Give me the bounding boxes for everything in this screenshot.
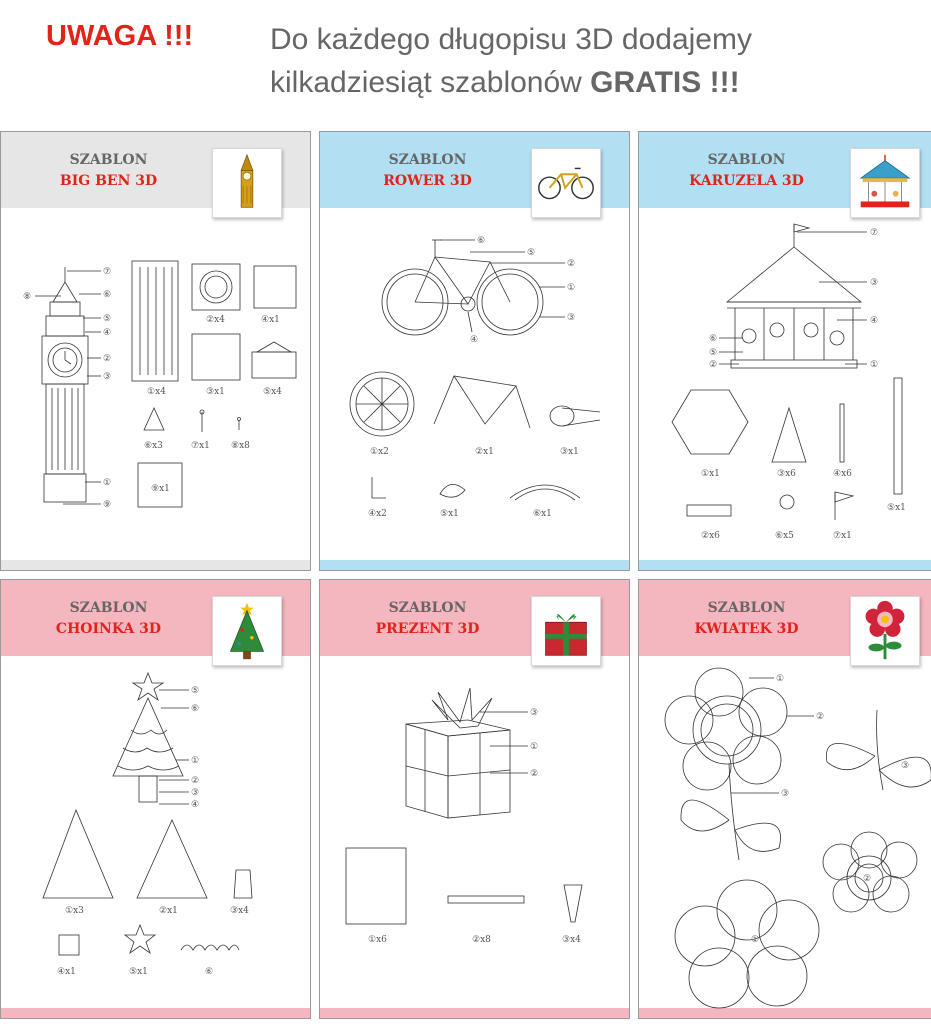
part-label: ⑥ (205, 967, 214, 977)
part-label: ③x4 (230, 906, 249, 916)
part-label: ③x1 (560, 447, 579, 457)
part-label: ①x6 (368, 935, 387, 945)
gratis-text: GRATIS (590, 66, 702, 99)
callout-carousel-2: ② (709, 360, 718, 370)
callout-gift-1: ① (530, 742, 539, 752)
part-label: ②x8 (472, 935, 491, 945)
part-label: ⑤x4 (263, 387, 282, 397)
part-label: ⑨x1 (151, 484, 170, 494)
part-label: ⑦x1 (191, 441, 210, 451)
part-label: ⑧x8 (231, 441, 250, 451)
part-label: ①x2 (370, 447, 389, 457)
callout-tree-5: ⑤ (191, 686, 200, 696)
card-title: SZABLON BIG BEN 3D (59, 152, 158, 189)
callout-flower-2: ② (816, 712, 825, 722)
warning-text: UWAGA !!! (46, 20, 194, 52)
part-label: ③x4 (562, 935, 581, 945)
bicycle-template-art (320, 132, 630, 571)
callout-big-ben-7: ⑦ (103, 267, 112, 277)
flower-template-art (639, 580, 931, 1019)
part-label: ①x3 (65, 906, 84, 916)
part-label: ④x1 (261, 315, 280, 325)
part-label: ② (863, 874, 872, 884)
card-title: SZABLON ROWER 3D (383, 152, 472, 189)
part-label: ②x1 (159, 906, 178, 916)
promo-line-1: Do każdego długopisu 3D dodajemy (270, 23, 752, 56)
template-card-bicycle (319, 131, 630, 571)
part-label: ⑤x1 (887, 503, 906, 513)
callout-carousel-1: ① (870, 360, 879, 370)
template-card-carousel (638, 131, 931, 571)
callout-bicycle-1: ① (567, 283, 576, 293)
callout-big-ben-8: ⑧ (23, 292, 32, 302)
callout-tree-4: ④ (191, 800, 200, 810)
promo-line-2: kilkadziesiąt szablonów GRATIS !!! (270, 66, 740, 99)
part-label: ⑥x5 (775, 531, 794, 541)
callout-tree-1: ① (191, 756, 200, 766)
gift-template-art (320, 580, 630, 1019)
part-label: ②x6 (701, 531, 720, 541)
callout-big-ben-9: ⑨ (103, 500, 112, 510)
callout-big-ben-6: ⑥ (103, 290, 112, 300)
part-label: ⑤x1 (129, 967, 148, 977)
template-card-big-ben (0, 131, 311, 571)
card-title: SZABLON CHOINKA 3D (55, 600, 162, 637)
callout-carousel-6: ⑥ (709, 334, 718, 344)
callout-carousel-7: ⑦ (870, 228, 879, 238)
callout-big-ben-3: ③ (103, 372, 112, 382)
part-label: ②x4 (206, 315, 225, 325)
card-title: SZABLON KARUZELA 3D (689, 152, 804, 189)
part-label: ⑥x3 (144, 441, 163, 451)
callout-big-ben-4: ④ (103, 328, 112, 338)
callout-flower-1: ① (776, 674, 785, 684)
card-title: SZABLON KWIATEK 3D (694, 600, 799, 637)
christmas-tree-template-art (1, 580, 311, 1019)
callout-gift-2: ② (530, 769, 539, 779)
part-label: ⑥x1 (533, 509, 552, 519)
callout-flower-3b: ③ (901, 761, 910, 771)
carousel-template-art (639, 132, 931, 571)
callout-tree-6: ⑥ (191, 704, 200, 714)
callout-flower-3: ③ (781, 789, 790, 799)
part-label: ①x4 (147, 387, 166, 397)
callout-bicycle-5: ⑤ (527, 248, 536, 258)
callout-big-ben-2: ② (103, 354, 112, 364)
callout-bicycle-4: ④ (470, 335, 479, 345)
part-label: ③x6 (777, 469, 796, 479)
template-card-gift (319, 579, 630, 1019)
callout-tree-3: ③ (191, 788, 200, 798)
callout-bicycle-3: ③ (567, 313, 576, 323)
template-card-flower (638, 579, 931, 1019)
callout-big-ben-5: ⑤ (103, 314, 112, 324)
promo-header (0, 0, 931, 120)
part-label: ⑤x1 (440, 509, 459, 519)
card-title: SZABLON PREZENT 3D (375, 600, 480, 637)
callout-carousel-5: ⑤ (709, 348, 718, 358)
callout-bicycle-2: ② (567, 259, 576, 269)
callout-gift-3: ③ (530, 708, 539, 718)
callout-tree-2: ② (191, 776, 200, 786)
part-label: ②x1 (475, 447, 494, 457)
part-label: ③x1 (206, 387, 225, 397)
part-label: ④x2 (368, 509, 387, 519)
big-ben-template-art (1, 132, 311, 571)
part-label: ⑦x1 (833, 531, 852, 541)
callout-big-ben-1: ① (103, 478, 112, 488)
part-label: ① (751, 935, 760, 945)
part-label: ④x1 (57, 967, 76, 977)
template-card-christmas-tree (0, 579, 311, 1019)
callout-carousel-3: ③ (870, 278, 879, 288)
part-label: ①x1 (701, 469, 720, 479)
callout-bicycle-6: ⑥ (477, 236, 486, 246)
callout-carousel-4: ④ (870, 316, 879, 326)
promo-message (270, 18, 752, 104)
part-label: ④x6 (833, 469, 852, 479)
